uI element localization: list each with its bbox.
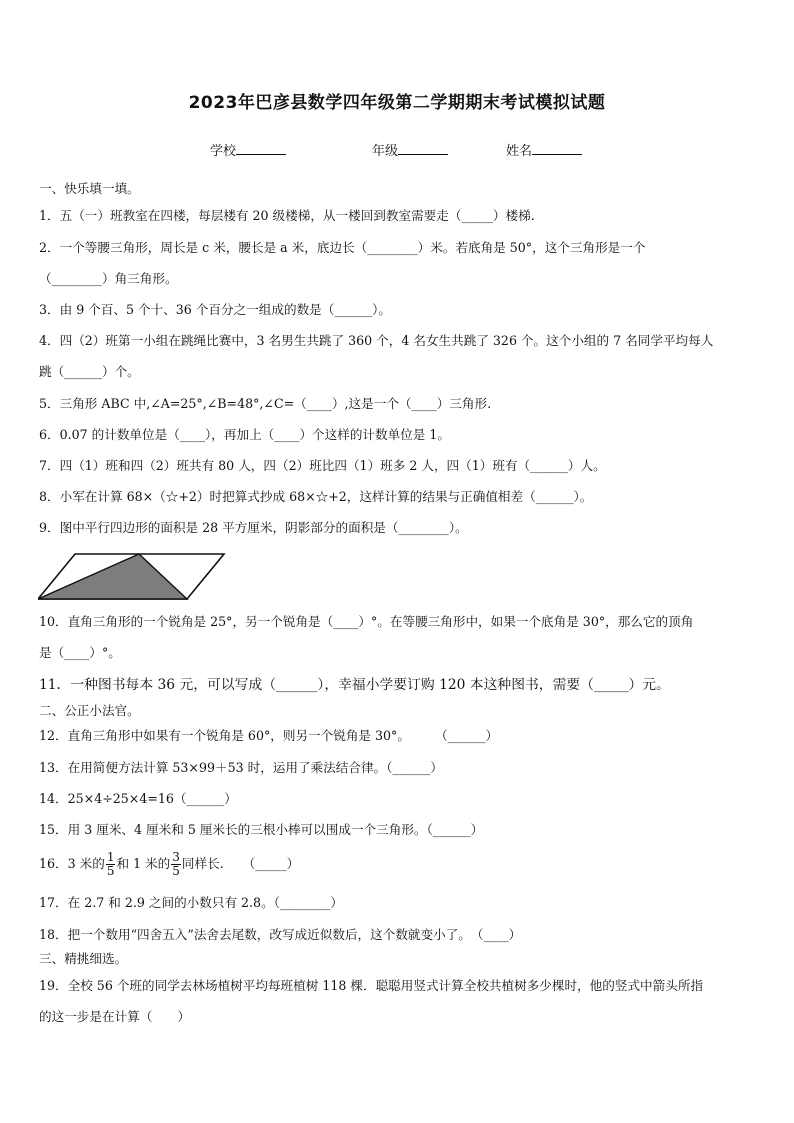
question-6: 6．0.07 的计数单位是（____），再加上（____）个这样的计数单位是 1。 [39, 427, 450, 442]
grade-label: 年级 [372, 144, 399, 159]
question-19-line-2: 的这一步是在计算（ ） [39, 1009, 191, 1024]
grade-field [372, 140, 448, 159]
section-heading-2: 二、公正小法官。 [39, 703, 140, 718]
section-heading-3: 三、精挑细选。 [39, 951, 128, 966]
question-2-line-2: （________）角三角形。 [39, 271, 178, 286]
question-13: 13．在用简便方法计算 53×99＋53 时，运用了乘法结合律。（______） [39, 760, 443, 775]
school-label: 学校 [210, 144, 237, 159]
section-heading-1: 一、快乐填一填。 [39, 181, 140, 196]
question-4-line-2: 跳（______）个。 [39, 364, 140, 379]
question-19-line-1: 19．全校 56 个班的同学去林场植树平均每班植树 118 棵．聪聪用竖式计算全校共植树多少棵时，他的竖式中箭头所指 [39, 978, 704, 993]
question-16-middle: 和 1 米的 [116, 856, 171, 871]
question-4-line-1: 4．四（2）班第一小组在跳绳比赛中，3 名男生共跳了 360 个，4 名女生共跳了 326 个。这个小组的 7 名同学平均每人 [39, 333, 714, 348]
question-3: 3．由 9 个百、5 个十、36 个百分之一组成的数是（______）。 [39, 302, 392, 317]
name-field [506, 140, 582, 159]
question-14: 14．25×4÷25×4=16（______） [39, 791, 237, 806]
question-9: 9．图中平行四边形的面积是 28 平方厘米，阴影部分的面积是（________）。 [39, 520, 468, 535]
question-11: 11．一种图书每本 36 元，可以写成（______），幸福小学要订购 120 本这种图书，需要（_____）元。 [39, 677, 670, 693]
question-17: 17．在 2.7 和 2.9 之间的小数只有 2.8。（________） [39, 895, 343, 910]
school-blank [236, 143, 286, 155]
fraction-one-fifth [106, 851, 116, 878]
question-18: 18．把一个数用“四舍五入”法舍去尾数，改写成近似数后，这个数就变小了。 （____） [39, 927, 522, 942]
fraction-2-numerator: 3 [172, 850, 180, 864]
question-10-line-1: 10．直角三角形的一个锐角是 25°，另一个锐角是（____）°。在等腰三角形中，如果一个底角是 30°，那么它的顶角 [39, 614, 694, 629]
question-16 [39, 849, 299, 879]
fraction-1-denominator: 5 [106, 864, 115, 878]
grade-blank [398, 143, 448, 155]
question-15: 15．用 3 厘米、4 厘米和 5 厘米长的三根小棒可以围成一个三角形。（______） [39, 822, 484, 837]
fraction-three-fifths [171, 851, 181, 878]
fraction-1-numerator: 1 [106, 850, 115, 864]
school-field [210, 140, 286, 159]
question-7: 7．四（1）班和四（2）班共有 80 人，四（2）班比四（1）班多 2 人，四（1）班有（______）人。 [39, 458, 606, 473]
name-blank [532, 143, 582, 155]
question-5: 5．三角形 ABC 中,∠A=25°,∠B=48°,∠C=（____）,这是一个（____）三角形. [39, 396, 492, 411]
page-title: 2023年巴彦县数学四年级第二学期期末考试模拟试题 [188, 93, 606, 113]
name-label: 姓名 [506, 144, 533, 159]
question-12: 12．直角三角形中如果有一个锐角是 60°，则另一个锐角是 30°。 （______） [39, 728, 499, 743]
question-8: 8．小军在计算 68×（☆+2）时把算式抄成 68×☆+2，这样计算的结果与正确值相差（______）。 [39, 489, 593, 504]
question-16-suffix: 同样长. （_____） [181, 856, 300, 871]
fraction-2-denominator: 5 [172, 864, 180, 878]
question-2-line-1: 2．一个等腰三角形，周长是 c 米，腰长是 a 米，底边长（________）米。若底角是 50°，这个三角形是一个 [39, 240, 646, 255]
parallelogram-figure [38, 552, 228, 602]
question-10-line-2: 是（____）°。 [39, 645, 121, 660]
question-16-prefix: 16．3 米的 [39, 856, 105, 871]
question-1: 1．五（一）班教室在四楼，每层楼有 20 级楼梯，从一楼回到教室需要走（_____）楼梯. [39, 208, 535, 223]
